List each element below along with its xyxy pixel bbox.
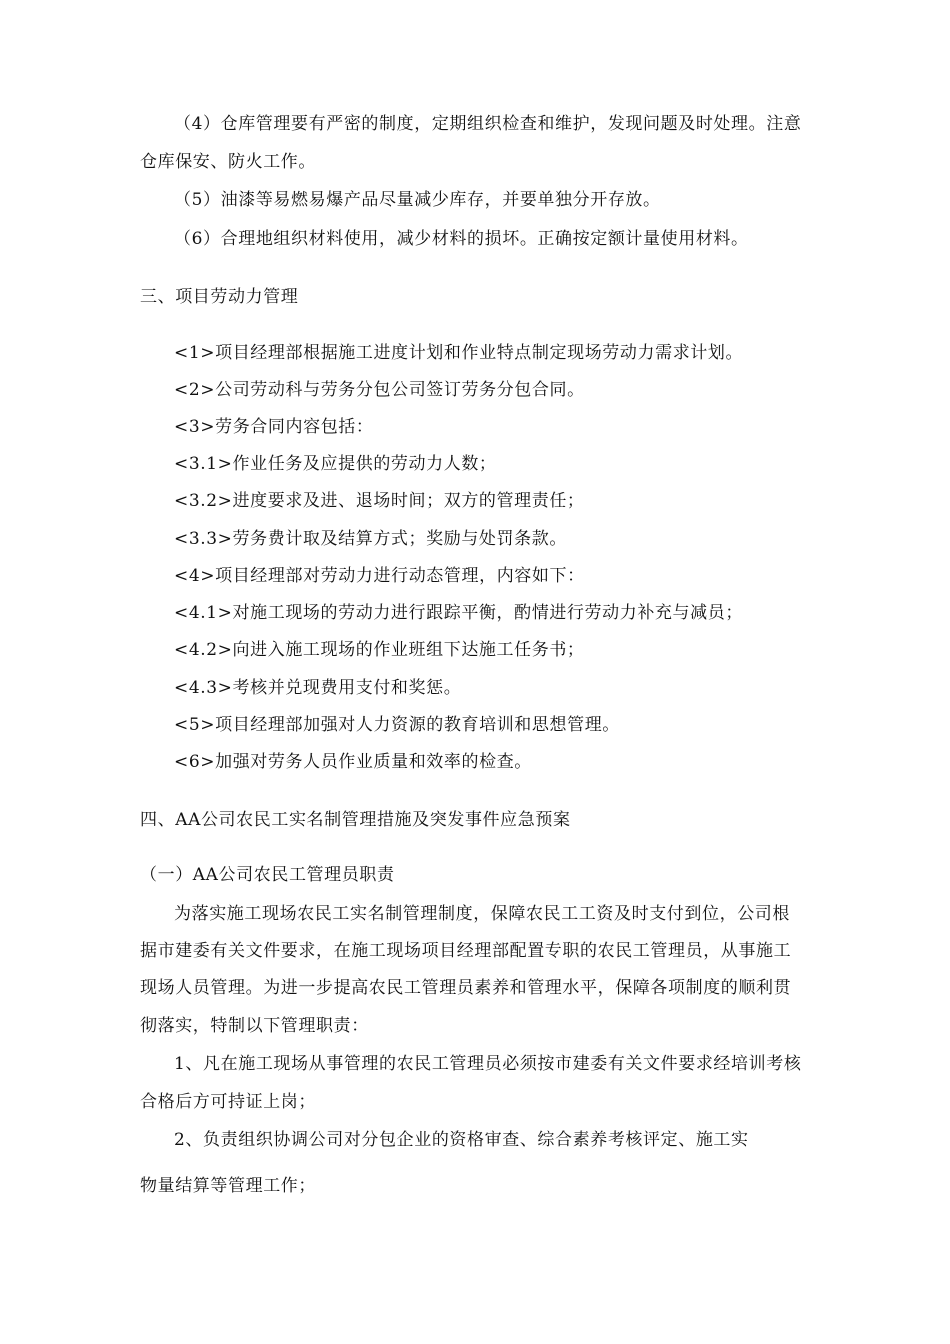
migrant-section-heading: 四、AA公司农民工实名制管理措施及突发事件应急预案 — [140, 810, 571, 830]
materials-item-5: （5）油漆等易燃易爆产品尽量减少库存，并要单独分开存放。 — [174, 190, 661, 210]
migrant-duty-2-line-1: 2、负责组织协调公司对分包企业的资格审查、综合素养考核评定、施工实 — [174, 1130, 749, 1150]
materials-item-4-line-2: 仓库保安、防火工作。 — [140, 152, 316, 172]
migrant-duty-1-line-1: 1、凡在施工现场从事管理的农民工管理员必须按市建委有关文件要求经培训考核 — [174, 1054, 802, 1074]
labor-item: <5>项目经理部加强对人力资源的教育培训和思想管理。 — [174, 715, 620, 735]
migrant-intro-line: 为落实施工现场农民工实名制管理制度，保障农民工工资及时支付到位，公司根 — [174, 904, 790, 924]
labor-item: <4.2>向进入施工现场的作业班组下达施工任务书； — [174, 640, 585, 660]
migrant-intro-line: 彻落实，特制以下管理职责： — [140, 1016, 369, 1036]
migrant-duty-2-line-2: 物量结算等管理工作； — [140, 1176, 316, 1196]
migrant-duty-1-line-2: 合格后方可持证上岗； — [140, 1092, 316, 1112]
materials-item-6: （6）合理地组织材料使用，减少材料的损坏。正确按定额计量使用材料。 — [174, 229, 749, 249]
materials-item-4-line-1: （4）仓库管理要有严密的制度，定期组织检查和维护，发现问题及时处理。注意 — [174, 114, 802, 134]
labor-item: <4.1>对施工现场的劳动力进行跟踪平衡，酌情进行劳动力补充与减员； — [174, 603, 743, 623]
labor-item: <3.3>劳务费计取及结算方式；奖励与处罚条款。 — [174, 529, 567, 549]
labor-item: <1>项目经理部根据施工进度计划和作业特点制定现场劳动力需求计划。 — [174, 343, 744, 363]
labor-item: <2>公司劳动科与劳务分包公司签订劳务分包合同。 — [174, 380, 585, 400]
labor-item: <3.1>作业任务及应提供的劳动力人数； — [174, 454, 497, 474]
migrant-intro-line: 据市建委有关文件要求，在施工现场项目经理部配置专职的农民工管理员，从事施工 — [140, 941, 792, 961]
labor-item: <6>加强对劳务人员作业质量和效率的检查。 — [174, 752, 532, 772]
labor-section-heading: 三、项目劳动力管理 — [140, 287, 299, 307]
migrant-sub-heading: （一）AA公司农民工管理员职责 — [140, 865, 395, 885]
labor-item: <3>劳务合同内容包括： — [174, 417, 374, 437]
labor-item: <3.2>进度要求及进、退场时间；双方的管理责任； — [174, 491, 585, 511]
labor-item: <4>项目经理部对劳动力进行动态管理，内容如下： — [174, 566, 585, 586]
migrant-intro-line: 现场人员管理。为进一步提高农民工管理员素养和管理水平，保障各项制度的顺利贯 — [140, 978, 792, 998]
labor-item: <4.3>考核并兑现费用支付和奖惩。 — [174, 678, 462, 698]
